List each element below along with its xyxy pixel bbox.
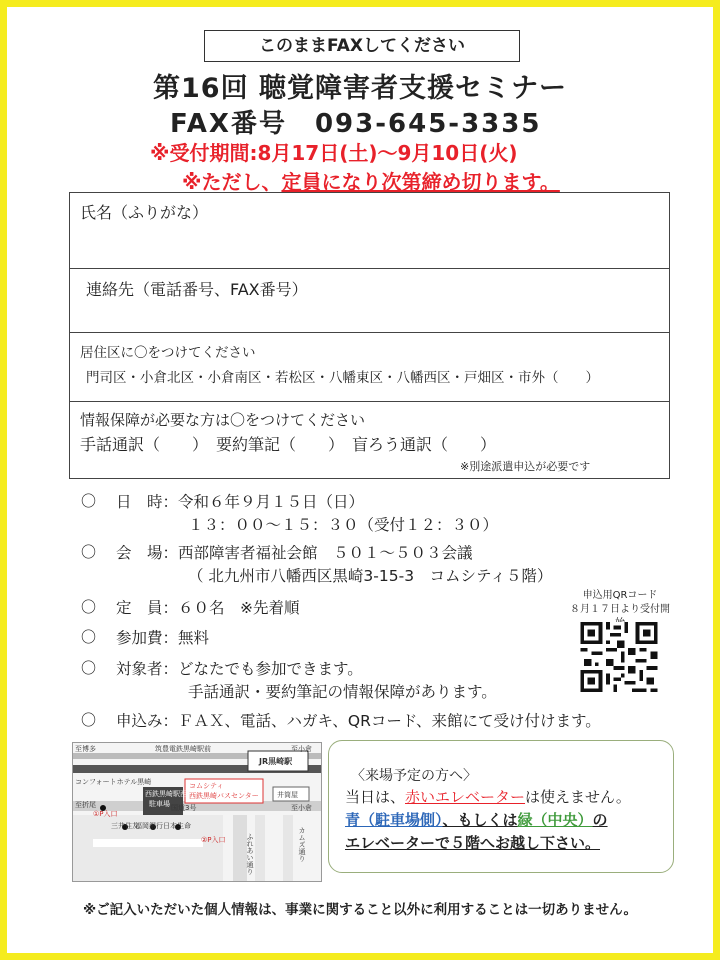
privacy-note: ※ご記入いただいた個人情報は、事業に関すること以外に利用することは一切ありません。 bbox=[83, 902, 637, 918]
support-label: 情報保障が必要な方は〇をつけてください bbox=[80, 411, 366, 429]
venue-address: （ 北九州市八幡西区黒崎3-15-3 コムシティ５階） bbox=[188, 567, 553, 585]
seminar-title: 第16回 聴覚障害者支援セミナー bbox=[153, 73, 567, 104]
access-line3: エレベーターで５階へお越し下さい。 bbox=[345, 834, 601, 852]
date-text: 日 時：令和６年９月１５日（日） bbox=[116, 493, 365, 511]
qr-code-icon[interactable] bbox=[580, 622, 658, 692]
fax-number: FAX番号 093-645-3335 bbox=[170, 109, 542, 139]
bullet-capacity: 〇 bbox=[81, 598, 97, 616]
venue-text: 会 場：西部障害者福祉会館 ５０１～５０３会議 bbox=[116, 544, 473, 562]
access-title: 〈来場予定の方へ〉 bbox=[351, 768, 477, 784]
apply-text: 申込み：ＦＡＸ、電話、ハガキ、QRコード、来館にて受け付けます。 bbox=[116, 712, 601, 730]
support-note: ※別途派遣申込が必要です bbox=[460, 460, 591, 473]
bullet-fee: 〇 bbox=[81, 628, 97, 646]
name-label: 氏名（ふりがな） bbox=[80, 203, 209, 222]
deadline-note: ※ただし、定員になり次第締め切ります。 bbox=[182, 170, 560, 194]
access-notice bbox=[328, 740, 674, 873]
bullet-target: 〇 bbox=[81, 659, 97, 677]
fax-instruction-box: このままFAXしてください bbox=[204, 30, 520, 62]
application-period: ※受付期間:8月17日(土)～9月10日(火) bbox=[150, 141, 518, 165]
fee-text: 参加費：無料 bbox=[116, 629, 210, 647]
target-text: 対象者：どなたでも参加できます。 bbox=[116, 660, 363, 678]
bullet-date: 〇 bbox=[81, 492, 97, 510]
name-row[interactable] bbox=[70, 193, 669, 269]
contact-label: 連絡先（電話番号、FAX番号） bbox=[86, 280, 308, 299]
access-map[interactable]: 至博多 筑豊電鉄黒崎駅前 至小倉 JR黒崎駅 コンフォートホテル黒崎 西鉄黒崎駅西 駐車場 コムシティ 西鉄黒崎バスセンター 井筒屋 至折尾 ①P入口 国道3号 至小倉 三井住友 福岡銀行 日本生命 ②P入口 ふれあい通り カムズ通り bbox=[72, 742, 322, 882]
target-support: 手話通訳・要約筆記の情報保障があります。 bbox=[188, 683, 497, 701]
qr-caption: 申込用QRコード ８月１７日より受付開 bbox=[570, 590, 670, 615]
capacity-text: 定 員：６０名 ※先着順 bbox=[116, 599, 300, 617]
time-text: １３：００～１５：３０（受付１２：３０） bbox=[188, 516, 499, 534]
bullet-apply: 〇 bbox=[81, 711, 97, 729]
district-row bbox=[70, 333, 669, 402]
district-label: 居住区に〇をつけてください bbox=[80, 345, 256, 361]
access-line2: 青（駐車場側）、もしくは緑（中央）の bbox=[345, 811, 608, 829]
support-options[interactable]: 手話通訳（ ） 要約筆記（ ） 盲ろう通訳（ ） bbox=[80, 435, 497, 454]
application-form bbox=[69, 192, 670, 479]
bullet-venue: 〇 bbox=[81, 543, 97, 561]
contact-row[interactable] bbox=[70, 269, 669, 333]
district-options[interactable]: 門司区・小倉北区・小倉南区・若松区・八幡東区・八幡西区・戸畑区・市外（ ） bbox=[86, 370, 599, 386]
access-line1: 当日は、赤いエレベーターは使えません。 bbox=[345, 788, 631, 806]
support-row bbox=[70, 402, 669, 480]
